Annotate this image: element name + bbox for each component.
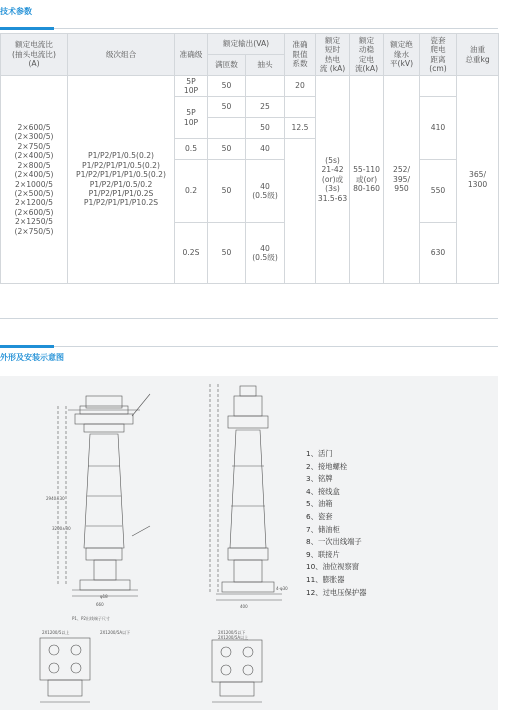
cell-accuracy: 0.2S xyxy=(175,223,208,284)
header-limit-factor: 准确 限值 系数 xyxy=(285,34,316,76)
cell-output-full: 50 xyxy=(208,97,246,118)
header-output-full: 满匝数 xyxy=(208,55,246,76)
section-rule-top xyxy=(0,318,498,319)
cell-short-time: (5s) 21-42 (or)或 (3s) 31.5-63 xyxy=(316,76,350,284)
spec-table xyxy=(0,33,499,284)
cell-limit-factor: 20 xyxy=(285,76,316,97)
cell-creepage: 550 xyxy=(420,160,457,223)
cell-output-tap xyxy=(246,76,285,97)
section-title-specs: 技术参数 xyxy=(0,7,32,16)
cell-accuracy: 0.5 xyxy=(175,139,208,160)
header-dynamic: 额定 动稳 定电 流(kA) xyxy=(350,34,384,76)
cell-output-full xyxy=(208,118,246,139)
cell-creepage: 410 xyxy=(420,97,457,160)
cell-accuracy: 5P 10P xyxy=(175,76,208,97)
cell-output-full: 50 xyxy=(208,223,246,284)
terminal-plate-right xyxy=(212,640,262,702)
cell-accuracy: 0.2 xyxy=(175,160,208,223)
cell-creepage: 630 xyxy=(420,223,457,284)
header-output-tap: 抽头 xyxy=(246,55,285,76)
legend-item: 4、接线盒 xyxy=(306,486,340,496)
caption-earth: 4-φ30 xyxy=(276,586,288,591)
cell-limit-factor-blank xyxy=(285,139,316,284)
header-accuracy: 准确级 xyxy=(175,34,208,76)
cell-output-full: 50 xyxy=(208,139,246,160)
section-title-drawing: 外形及安装示意图 xyxy=(0,353,64,362)
legend-item: 7、储油柜 xyxy=(306,524,340,534)
cell-output-tap: 40 (0.5级) xyxy=(246,160,285,223)
caption-dim-base: 660 xyxy=(96,602,104,607)
caption-left-sub1: 2X1200/5以上 xyxy=(42,630,70,635)
cell-output-tap: 40 (0.5级) xyxy=(246,223,285,284)
legend-item: 6、瓷套 xyxy=(306,511,333,521)
legend-item: 3、铭牌 xyxy=(306,474,333,484)
cell-accuracy: 5P 10P xyxy=(175,97,208,139)
cell-output-full: 50 xyxy=(208,160,246,223)
legend-item: 12、过电压保护器 xyxy=(306,587,367,597)
caption-left-sub2: 2X1200/5A以下 xyxy=(100,630,131,635)
cell-limit-factor xyxy=(285,97,316,118)
outline-drawing-panel xyxy=(0,376,498,710)
legend-item: 2、接地螺栓 xyxy=(306,461,348,471)
header-insulation: 额定绝 缘水 平(kV) xyxy=(384,34,420,76)
legend-item: 8、一次出线端子 xyxy=(306,537,362,547)
caption-right-sub1: 2X1200/5以下 xyxy=(218,630,246,635)
cell-output-tap: 40 xyxy=(246,139,285,160)
section-rule-specs xyxy=(0,28,498,29)
header-creepage: 瓷套 爬电 距离 (cm) xyxy=(420,34,457,76)
header-rated-current: 额定电流比 (抽头电流比) (A) xyxy=(1,34,68,76)
cell-limit-factor: 12.5 xyxy=(285,118,316,139)
header-combination: 级次组合 xyxy=(68,34,175,76)
caption-dim-height: 2940±30 xyxy=(46,496,65,501)
component-legend xyxy=(306,448,366,599)
legend-item: 1、活门 xyxy=(306,449,333,458)
caption-dim-height2: 3200±30 xyxy=(52,526,71,531)
cell-creepage-blank xyxy=(420,76,457,97)
caption-right-dim: 400 xyxy=(240,604,248,609)
legend-item: 10、油位视察窗 xyxy=(306,562,360,572)
header-oil-weight: 油重 总重kg xyxy=(457,34,499,76)
cell-combination: P1/P2/P1/0.5(0.2) P1/P2/P1/P1/0.5(0.2) P1/P2/P1/P1/P1/0.5(0.2) P1/P2/P1/0.5/0.2 P1/P2/P1/P1/0.2S P1/P2/P1/P1/P10.2S xyxy=(68,76,175,284)
cell-oil-weight: 365/ 1300 xyxy=(457,76,499,284)
caption-right-sub2: 2X1200/5A以上 xyxy=(218,635,249,640)
side-view-drawing xyxy=(210,384,282,600)
cell-output-tap: 50 xyxy=(246,118,285,139)
cell-output-tap: 25 xyxy=(246,97,285,118)
header-output-group: 额定输出(VA) xyxy=(208,34,285,55)
cell-output-full: 50 xyxy=(208,76,246,97)
legend-item: 9、联接片 xyxy=(306,549,340,559)
header-short-time: 额定 短时 热电 流 (kA) xyxy=(316,34,350,76)
cell-insulation: 252/ 395/ 950 xyxy=(384,76,420,284)
legend-item: 11、膨胀器 xyxy=(306,574,345,584)
terminal-plate-left xyxy=(40,638,90,702)
caption-dim-ring: φ18 xyxy=(100,594,108,599)
section-rule-drawing xyxy=(0,346,498,347)
legend-item: 5、油箱 xyxy=(306,499,333,509)
front-view-drawing xyxy=(58,394,150,596)
caption-left-note: P1、P2出线端子尺寸 xyxy=(72,616,110,621)
cell-rated-current: 2×600/5 (2×300/5) 2×750/5 (2×400/5) 2×800/5 (2×400/5) 2×1000/5 (2×500/5) 2×1200/5 (2×600/5) 2×1250/5 (2×750/5) xyxy=(1,76,68,284)
outline-drawing xyxy=(0,376,498,710)
cell-dynamic: 55-110 或(or) 80-160 xyxy=(350,76,384,284)
